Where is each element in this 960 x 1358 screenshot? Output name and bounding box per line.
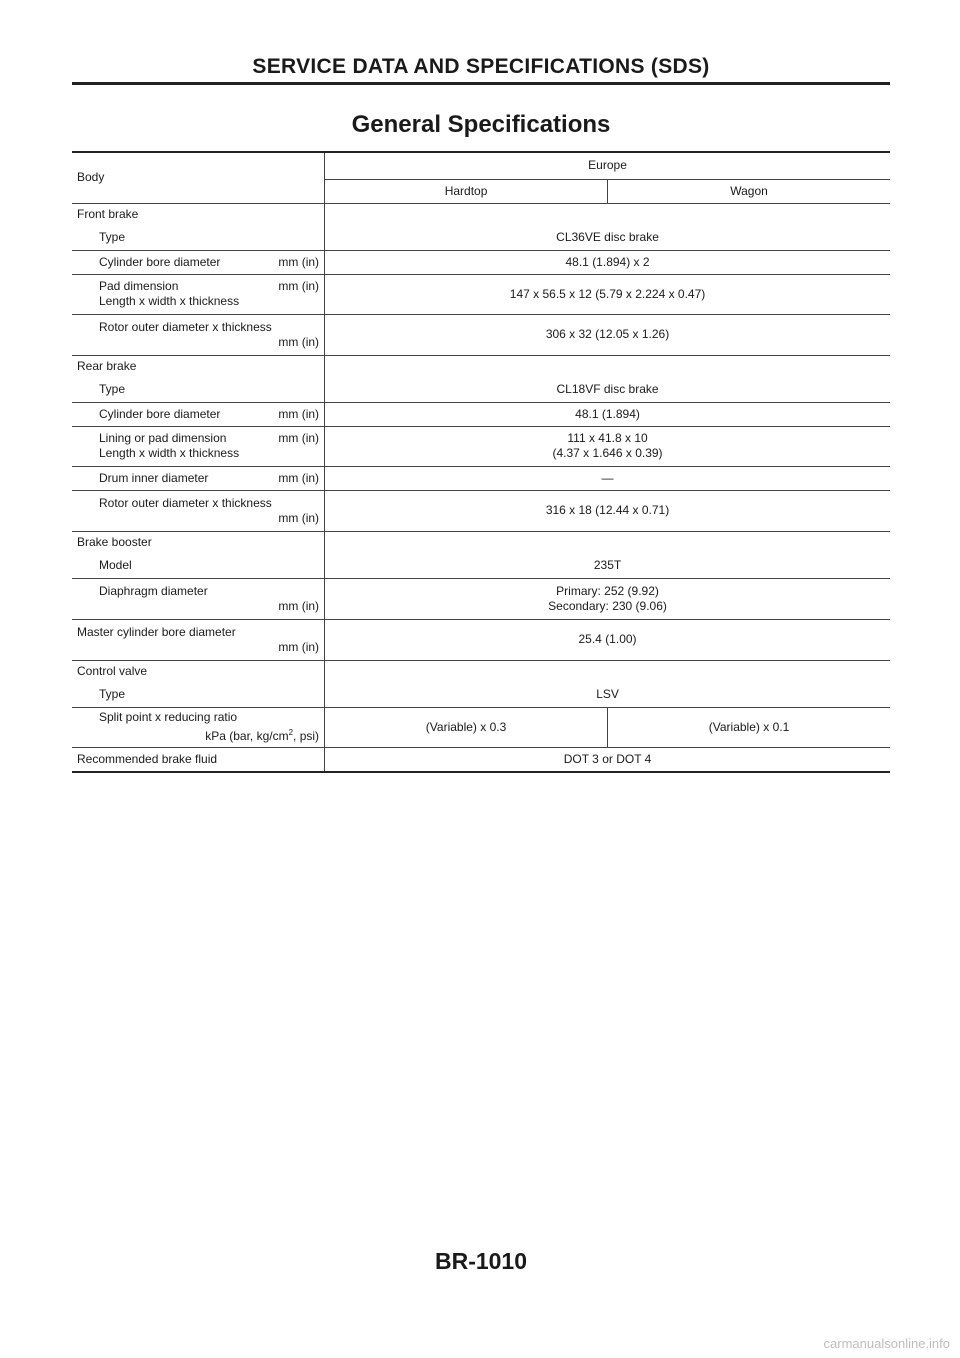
split-hardtop-value: (Variable) x 0.3 — [325, 707, 608, 747]
front-pad-value: 147 x 56.5 x 12 (5.79 x 2.224 x 0.47) — [325, 274, 890, 314]
front-pad-label: Pad dimension — [99, 279, 179, 293]
diaphragm-label: Diaphragm diameter — [99, 583, 208, 598]
table-row — [72, 274, 890, 314]
split-wagon-value: (Variable) x 0.1 — [608, 707, 890, 747]
diaphragm-secondary: Secondary: 230 (9.06) — [548, 598, 667, 613]
front-pad-sub: Length x width x thickness — [99, 294, 240, 308]
spec-table — [72, 151, 890, 773]
fluid-label: Recommended brake fluid — [72, 747, 325, 772]
table-row — [72, 619, 890, 660]
rear-cyl-value: 48.1 (1.894) — [325, 402, 890, 426]
master-cyl-label: Master cylinder bore diameter — [77, 624, 236, 639]
table-row — [72, 314, 890, 355]
control-valve-heading: Control valve — [72, 660, 325, 683]
front-cyl-unit: mm (in) — [278, 254, 320, 269]
booster-model-value: 235T — [325, 554, 890, 578]
rear-rotor-unit: mm (in) — [278, 510, 320, 525]
body-label: Body — [72, 152, 325, 203]
page-header: SERVICE DATA AND SPECIFICATIONS (SDS) — [252, 55, 710, 78]
col-wagon: Wagon — [608, 179, 890, 203]
rear-rotor-value: 316 x 18 (12.44 x 0.71) — [325, 490, 890, 531]
table-row — [72, 707, 890, 747]
front-rotor-unit: mm (in) — [278, 334, 320, 349]
table-row — [72, 660, 890, 683]
table-row — [72, 490, 890, 531]
front-pad-unit: mm (in) — [278, 279, 320, 293]
master-cyl-value: 25.4 (1.00) — [325, 619, 890, 660]
rear-lining-unit: mm (in) — [278, 431, 320, 445]
table-row — [72, 747, 890, 772]
rear-drum-label: Drum inner diameter — [99, 470, 209, 485]
diaphragm-primary: Primary: 252 (9.92) — [556, 583, 659, 598]
page-number: BR-1010 — [434, 1248, 528, 1274]
table-row — [72, 402, 890, 426]
page-title: General Specifications — [351, 111, 611, 138]
rear-drum-value: — — [325, 466, 890, 490]
front-cyl-value: 48.1 (1.894) x 2 — [325, 250, 890, 274]
rear-lining-value-1: 111 x 41.8 x 10 — [567, 431, 648, 445]
split-unit: kPa (bar, $kg/cm^2$, psi) — [205, 728, 320, 743]
front-type-value: CL36VE disc brake — [325, 226, 890, 250]
rear-type-label: Type — [72, 378, 325, 402]
table-row — [72, 378, 890, 402]
rear-type-value: CL18VF disc brake — [325, 378, 890, 402]
front-rotor-label: Rotor outer diameter x thickness — [99, 319, 272, 334]
valve-type-value: LSV — [325, 683, 890, 707]
front-brake-heading: Front brake — [72, 203, 325, 226]
booster-model-label: Model — [72, 554, 325, 578]
table-row — [72, 578, 890, 619]
header-rule — [72, 82, 890, 85]
table-row — [72, 226, 890, 250]
watermark: carmanualsonline.info — [823, 1336, 950, 1351]
diaphragm-unit: mm (in) — [278, 598, 320, 613]
front-rotor-value: 306 x 32 (12.05 x 1.26) — [325, 314, 890, 355]
table-row — [72, 683, 890, 707]
market-header: Europe — [325, 152, 890, 179]
split-label: Split point x reducing ratio — [99, 710, 238, 724]
rear-lining-sub: Length x width x thickness — [99, 446, 240, 460]
valve-type-label: Type — [72, 683, 325, 707]
table-row — [72, 466, 890, 490]
table-row — [72, 250, 890, 274]
rear-brake-heading: Rear brake — [72, 355, 325, 378]
front-cyl-label: Cylinder bore diameter — [99, 254, 221, 269]
table-row — [72, 554, 890, 578]
table-row — [72, 355, 890, 378]
rear-cyl-unit: mm (in) — [278, 406, 320, 421]
fluid-value: DOT 3 or DOT 4 — [325, 747, 890, 772]
booster-heading: Brake booster — [72, 531, 325, 554]
rear-lining-label: Lining or pad dimension — [99, 431, 227, 445]
table-row — [72, 426, 890, 466]
col-hardtop: Hardtop — [325, 179, 608, 203]
master-cyl-unit: mm (in) — [278, 639, 320, 654]
rear-rotor-label: Rotor outer diameter x thickness — [99, 495, 272, 510]
table-row — [72, 152, 890, 179]
front-type-label: Type — [72, 226, 325, 250]
table-row — [72, 203, 890, 226]
rear-cyl-label: Cylinder bore diameter — [99, 406, 221, 421]
table-row — [72, 531, 890, 554]
rear-drum-unit: mm (in) — [278, 470, 320, 485]
rear-lining-value-2: (4.37 x 1.646 x 0.39) — [552, 446, 663, 460]
